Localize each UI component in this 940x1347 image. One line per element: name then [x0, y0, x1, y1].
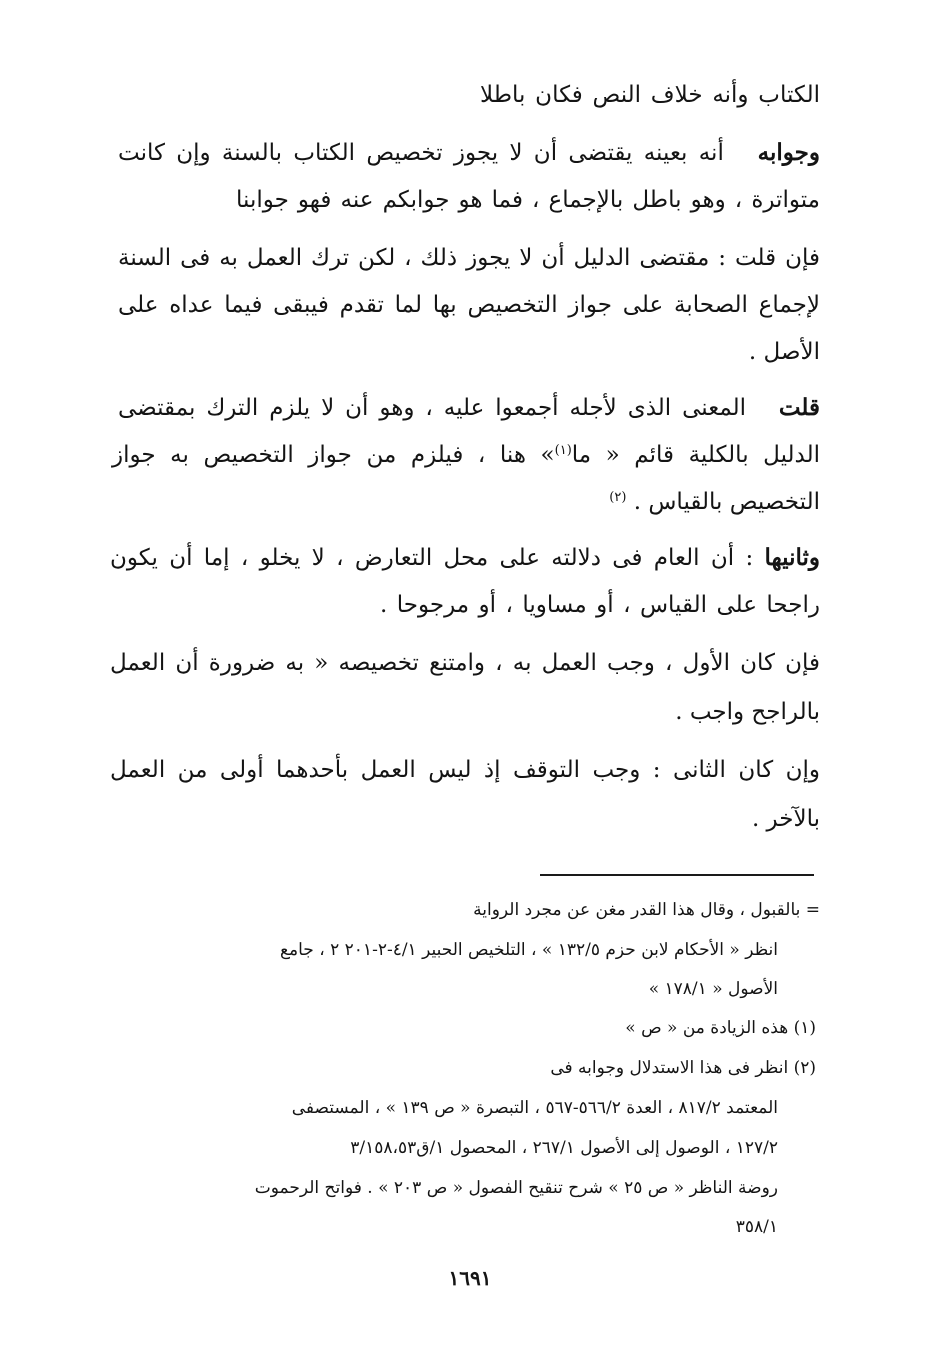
- footnote-marker: (١): [554, 443, 572, 458]
- page-number: ١٦٩١: [448, 1266, 492, 1290]
- body-line: الأصل .: [748, 339, 820, 365]
- body-line: الدليل بالكلية قائم « ما$^{(١)}$» هنا ، فيلزم من جواز التخصيص به جواز: [112, 442, 820, 468]
- footnote-line: (١) هذه الزيادة من « ص »: [625, 1018, 816, 1038]
- body-line: بالراجح واجب .: [675, 699, 820, 725]
- footnote-marker: (٢): [609, 490, 627, 505]
- paragraph-lead-word: وثانيها: [764, 544, 820, 571]
- paragraph-lead-word: وجوابه: [757, 139, 821, 166]
- footnote-line: روضة الناظر « ص ٢٥ » شرح تنقيح الفصول « ص ٢٠٣ » . فواتح الرحموت: [254, 1178, 778, 1198]
- footnote-line: الأصول « ١٧٨/١ »: [648, 979, 778, 999]
- paragraph-lead-word: قلت: [778, 394, 821, 421]
- footnote-line: = بالقبول ، وقال هذا القدر مغن عن مجرد الرواية: [473, 900, 820, 920]
- body-line: وإن كان الثانى : وجب التوقف إذ ليس العمل بأحدهما أولى من العمل: [110, 757, 820, 783]
- body-line: فإن قلت : مقتضى الدليل أن لا يجوز ذلك ، لكن ترك العمل به فى السنة: [118, 245, 820, 271]
- body-line: وجوابه أنه بعينه يقتضى أن لا يجوز تخصيص الكتاب بالسنة وإن كانت: [118, 139, 821, 166]
- body-line: فإن كان الأول ، وجب العمل به ، وامتنع تخصيصه « به ضرورة أن العمل: [110, 650, 820, 676]
- body-line: راجحا على القياس ، أو مساويا ، أو مرجوحا .: [380, 592, 820, 618]
- footnote-line: المعتمد ٨١٧/٢ ، العدة ٥٦٦/٢-٥٦٧ ، التبصرة « ص ١٣٩ » ، المستصفى: [291, 1098, 778, 1118]
- body-line: الكتاب وأنه خلاف النص فكان باطلا: [480, 82, 820, 108]
- footnote-line: (٢) انظر فى هذا الاستدلال وجوابه فى: [550, 1058, 816, 1078]
- body-line: وثانيها : أن العام فى دلالته على محل التعارض ، لا يخلو ، إما أن يكون: [110, 544, 820, 571]
- footnote-divider: [540, 874, 814, 876]
- footnote-line: ٣٥٨/١: [735, 1217, 778, 1237]
- footnote-line: انظر « الأحكام لابن حزم ١٣٢/٥ » ، التلخيص الحبير ٤/١-٢-٢٠١ ٢ ، جامع: [279, 940, 778, 960]
- body-line: التخصيص بالقياس . $^{(٢)}$: [609, 489, 820, 515]
- footnote-line: ١٢٧/٢ ، الوصول إلى الأصول ٢٦٧/١ ، المحصول ١/ق٣/١٥٨،٥٣: [350, 1138, 778, 1158]
- body-line: متواترة ، وهو باطل بالإجماع ، فما هو جوابكم عنه فهو جوابنا: [236, 187, 820, 213]
- body-line: لإجماع الصحابة على جواز التخصيص بها لما تقدم فيبقى فيما عداه على: [118, 292, 820, 318]
- body-line: بالآخر .: [751, 806, 820, 832]
- body-line: قلت المعنى الذى لأجله أجمعوا عليه ، وهو أن لا يلزم الترك بمقتضى: [118, 394, 821, 421]
